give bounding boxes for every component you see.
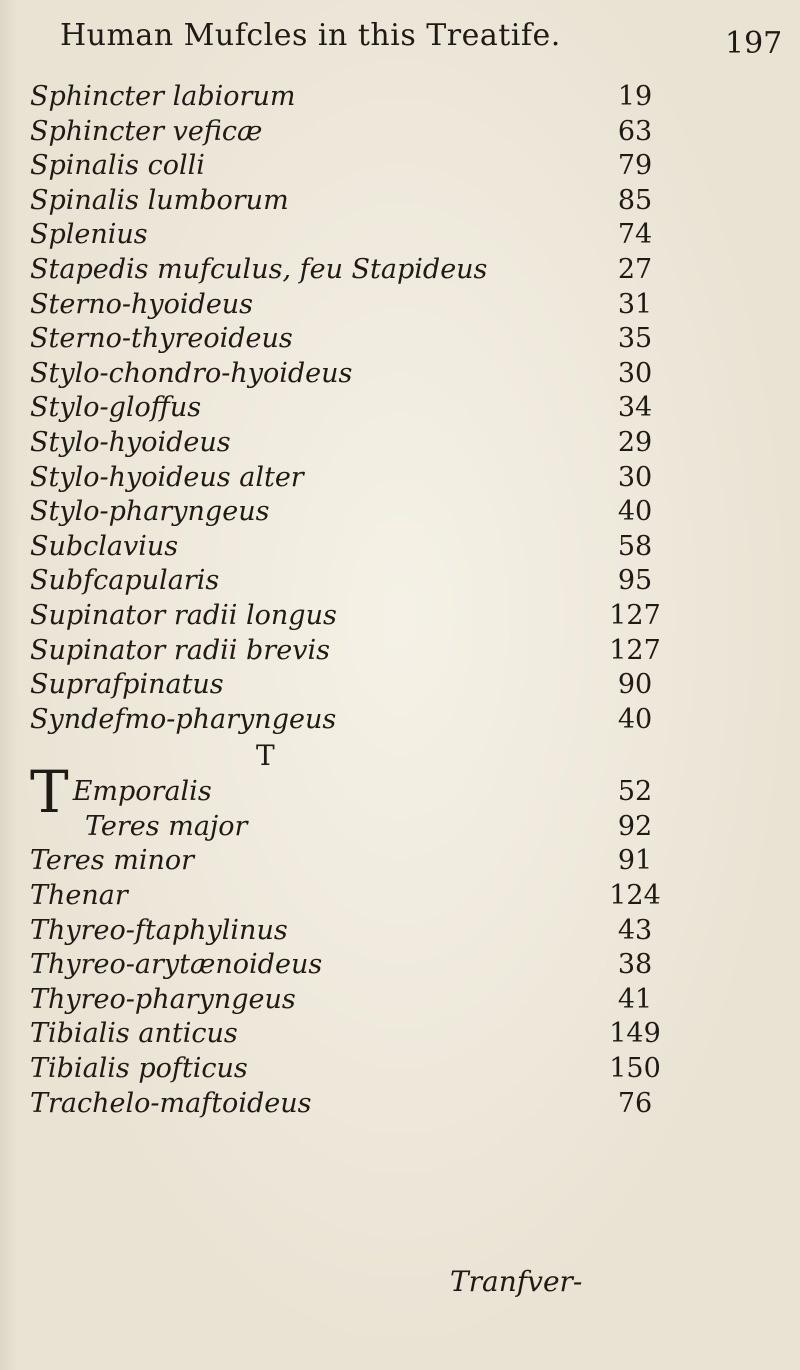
index-entry <box>30 495 670 530</box>
index-entry <box>30 218 670 253</box>
index-entry <box>30 461 670 496</box>
entry-page: 150 <box>609 1053 661 1085</box>
entry-page: 63 <box>617 115 653 147</box>
entry-page: 31 <box>617 288 653 320</box>
entry-name: Teres major <box>85 810 248 842</box>
entry-page: 30 <box>617 357 653 389</box>
entry-name: Sterno-thyreoideus <box>30 323 293 355</box>
index-entry <box>30 322 670 357</box>
index-entry <box>30 184 670 219</box>
index-entry <box>30 530 670 565</box>
entry-page: 79 <box>617 150 653 182</box>
entry-page: 29 <box>617 426 653 458</box>
entry-name: Sphincter labiorum <box>30 81 296 112</box>
entry-page: 43 <box>617 914 653 946</box>
index-entry <box>30 149 670 184</box>
index-section-t <box>30 810 670 1121</box>
entry-name: Supinator radii brevis <box>30 634 330 666</box>
entry-page: 40 <box>617 703 653 735</box>
header-title: Human Mufcles in this Treatife. <box>60 18 561 53</box>
index-entry <box>30 810 670 845</box>
entry-page: 95 <box>617 565 653 597</box>
page-number: 197 <box>725 26 783 61</box>
entry-page: 35 <box>617 323 653 355</box>
entry-page: 74 <box>617 219 653 251</box>
entry-page: 52 <box>617 776 653 808</box>
entry-name: Thenar <box>30 880 128 912</box>
index-entry <box>30 1052 670 1087</box>
index-entry <box>30 703 670 738</box>
index-entry <box>30 288 670 323</box>
entry-name: Sterno-hyoideus <box>30 288 254 320</box>
index-entry <box>30 1017 670 1052</box>
entry-name: Thyreo-pharyngeus <box>30 983 296 1015</box>
entry-page: 19 <box>617 81 653 112</box>
entry-name: Stylo-gloffus <box>30 392 202 424</box>
entry-name: Subclavius <box>30 530 179 562</box>
entry-page: 76 <box>617 1087 653 1119</box>
entry-page: 40 <box>617 496 653 528</box>
entry-name: Tibialis anticus <box>30 1018 238 1050</box>
entry-page: 127 <box>609 599 661 631</box>
index-entry <box>30 564 670 599</box>
entry-page: 27 <box>617 253 653 285</box>
entry-name: Trachelo-maftoideus <box>30 1087 312 1119</box>
entry-page: 38 <box>617 949 653 981</box>
entry-name: Suprafpinatus <box>30 669 224 701</box>
entry-name: Spinalis lumborum <box>30 184 289 216</box>
index-entry <box>30 599 670 634</box>
entry-name: Stylo-chondro-hyoideus <box>30 357 353 389</box>
entry-name: Stapedis mufculus, feu Stapideus <box>30 253 488 285</box>
index-entry <box>30 668 670 703</box>
index-entry <box>30 983 670 1018</box>
index-entry <box>30 634 670 669</box>
section-letter-text: T <box>256 739 275 773</box>
entry-page: 90 <box>617 669 653 701</box>
entry-page: 30 <box>617 461 653 493</box>
entry-name: Tibialis pofticus <box>30 1053 248 1085</box>
entry-page: 124 <box>609 880 661 912</box>
entry-page: 127 <box>609 634 661 666</box>
index-section-s <box>30 80 670 737</box>
entry-name: Stylo-hyoideus <box>30 426 231 458</box>
entry-page: 85 <box>617 184 653 216</box>
entry-name: Supinator radii longus <box>30 599 337 631</box>
index-entry <box>30 914 670 949</box>
entry-page: 34 <box>617 392 653 424</box>
entry-name: Teres minor <box>30 845 195 877</box>
index-entry <box>30 80 670 115</box>
entry-page: 58 <box>617 530 653 562</box>
running-header <box>60 18 783 68</box>
section-letter <box>30 737 670 775</box>
entry-page: 91 <box>617 845 653 877</box>
index-entry <box>30 1087 670 1122</box>
entry-name: Syndefmo-pharyngeus <box>30 703 337 735</box>
index-entry <box>30 426 670 461</box>
index-entry <box>30 391 670 426</box>
index-entry <box>30 879 670 914</box>
index-entry <box>30 357 670 392</box>
entry-page: 149 <box>609 1018 661 1050</box>
entry-name: Stylo-pharyngeus <box>30 496 270 528</box>
index-entry <box>30 115 670 150</box>
entry-name: Thyreo-ftaphylinus <box>30 914 288 946</box>
index-entry <box>30 253 670 288</box>
entry-name: Splenius <box>30 219 148 251</box>
entry-name: Thyreo-arytænoideus <box>30 949 323 981</box>
entry-name: Sphincter veficæ <box>30 115 263 147</box>
entry-page: 92 <box>617 810 653 842</box>
entry-name: Stylo-hyoideus alter <box>30 461 304 493</box>
catchword: Tranfver- <box>450 1265 583 1298</box>
index-list <box>30 80 670 1121</box>
entry-name: Subfcapularis <box>30 565 220 597</box>
entry-page: 41 <box>617 983 653 1015</box>
entry-name <box>30 758 212 827</box>
entry-name-rest: Emporalis <box>72 776 212 808</box>
index-entry <box>30 844 670 879</box>
drop-cap: T <box>30 758 69 827</box>
entry-name: Spinalis colli <box>30 150 205 182</box>
index-entry <box>30 948 670 983</box>
